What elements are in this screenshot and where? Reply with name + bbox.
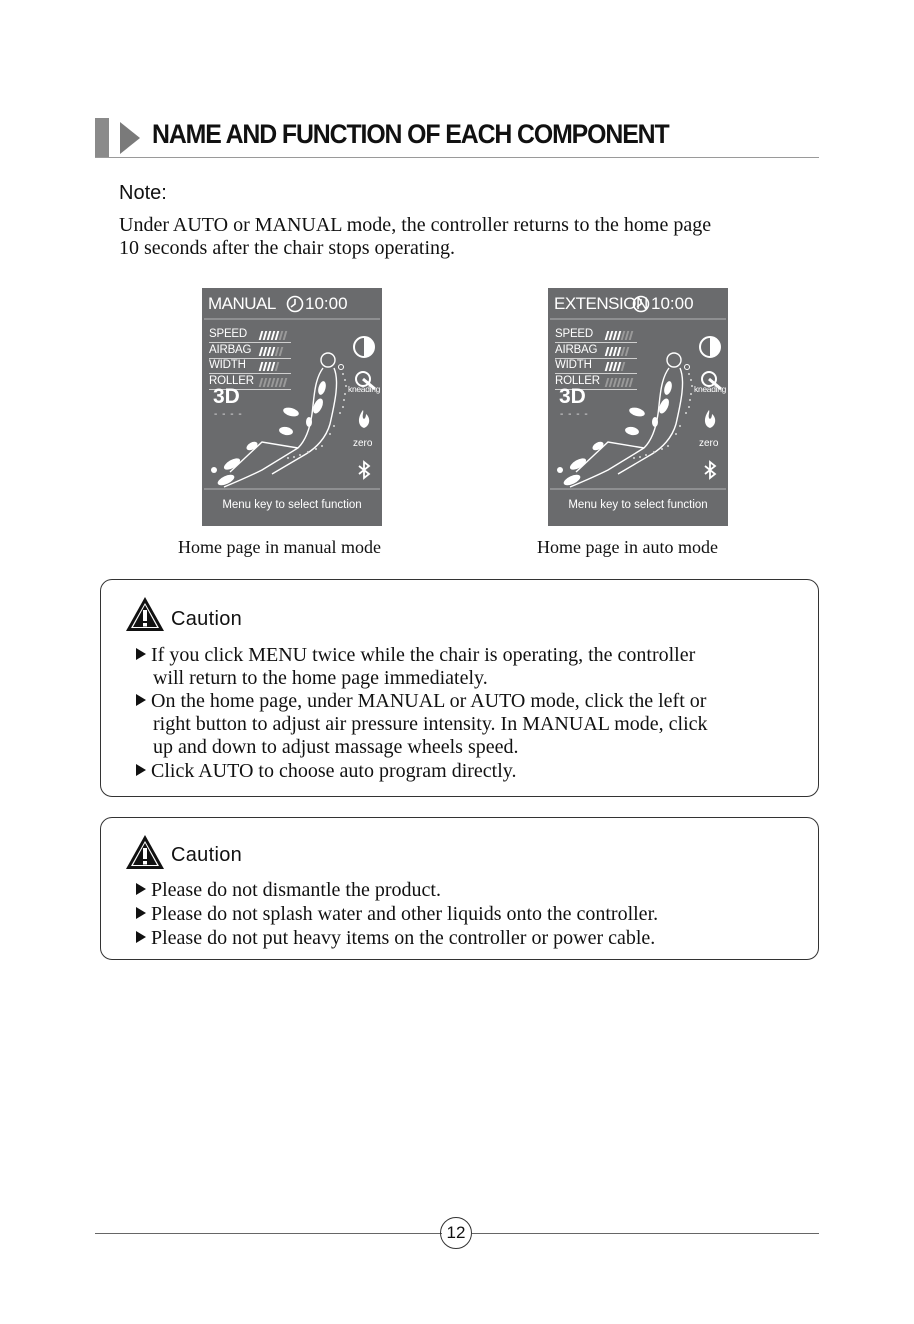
- 3d-badge: 3D: [559, 385, 586, 408]
- caution1-item-2: On the home page, under MANUAL or AUTO mode, click the left or: [136, 690, 706, 713]
- bullet-arrow-icon: [136, 764, 146, 776]
- header-arrow-icon: [120, 122, 140, 154]
- caution2-item-2: Please do not splash water and other liquids onto the controller.: [136, 903, 658, 926]
- function-icons: [694, 332, 726, 492]
- note-line-2: 10 seconds after the chair stops operating.: [119, 237, 456, 259]
- caution-label: Caution: [171, 608, 243, 630]
- clock-icon: [632, 295, 650, 313]
- setting-label-width: WIDTH: [209, 359, 246, 371]
- heat-flame-icon: [359, 410, 369, 428]
- setting-label-width: WIDTH: [555, 359, 592, 371]
- bullet-arrow-icon: [136, 883, 146, 895]
- warning-icon: [124, 595, 166, 633]
- setting-label-airbag: AIRBAG: [209, 343, 252, 356]
- caution-box-2: [100, 817, 819, 960]
- heat-flame-icon: [705, 410, 715, 428]
- 3d-dash: - - - -: [560, 409, 589, 420]
- note-text: [119, 214, 809, 260]
- bullet-arrow-icon: [136, 907, 146, 919]
- kneading-label: kneading: [348, 384, 381, 394]
- header-divider: [95, 157, 819, 158]
- screen-mode-title: EXTENSION: [554, 294, 648, 313]
- caution1-item-1: If you click MENU twice while the chair is operating, the controller: [136, 644, 695, 667]
- screen-footer-divider: [204, 488, 380, 490]
- zero-gravity-label: zero: [353, 438, 373, 449]
- caution1-item-2-cont: right button to adjust air pressure intensity. In MANUAL mode, click: [153, 713, 708, 735]
- caution-label: Caution: [171, 844, 243, 866]
- footer-rule-right: [472, 1233, 819, 1234]
- setting-label-speed: SPEED: [555, 328, 593, 340]
- caption-auto-mode: Home page in auto mode: [537, 537, 718, 557]
- bluetooth-icon: [359, 462, 369, 478]
- header-bar-decoration: [95, 118, 109, 157]
- setting-label-airbag: AIRBAG: [555, 343, 598, 356]
- screen-timer: 10:00: [305, 294, 348, 313]
- screen-mode-title: MANUAL: [208, 294, 276, 313]
- caution1-item-3: Click AUTO to choose auto program directly.: [136, 760, 516, 783]
- setting-label-roller: ROLLER: [209, 374, 254, 387]
- bullet-arrow-icon: [136, 648, 146, 660]
- section-title: NAME AND FUNCTION OF EACH COMPONENT: [152, 119, 669, 149]
- auto-home-screen: [548, 288, 728, 526]
- zero-gravity-label: zero: [699, 438, 719, 449]
- setting-label-speed: SPEED: [209, 328, 247, 340]
- screen-footer-hint: Menu key to select function: [568, 499, 708, 511]
- airbag-intensity-icon: [354, 337, 374, 357]
- caution1-item-1-cont: will return to the home page immediately.: [153, 667, 488, 689]
- bullet-arrow-icon: [136, 694, 146, 706]
- caution1-item-2-cont2: up and down to adjust massage wheels speed.: [153, 736, 519, 758]
- caption-manual-mode: Home page in manual mode: [178, 537, 381, 557]
- clock-icon: [286, 295, 304, 313]
- caution-box-1: [100, 579, 819, 797]
- note-label: Note:: [119, 182, 167, 204]
- manual-home-screen: [202, 288, 382, 526]
- kneading-label: kneading: [694, 384, 727, 394]
- screen-divider: [204, 318, 380, 320]
- 3d-dash: - - - -: [214, 409, 243, 420]
- bluetooth-icon: [705, 462, 715, 478]
- airbag-intensity-icon: [700, 337, 720, 357]
- screen-divider: [550, 318, 726, 320]
- function-icons: [348, 332, 380, 492]
- warning-icon: [124, 833, 166, 871]
- caution2-item-1: Please do not dismantle the product.: [136, 879, 441, 902]
- note-line-1: Under AUTO or MANUAL mode, the controller returns to the home page: [119, 214, 712, 236]
- screen-footer-divider: [550, 488, 726, 490]
- caution2-item-3: Please do not put heavy items on the controller or power cable.: [136, 927, 655, 950]
- screen-timer: 10:00: [651, 294, 694, 313]
- setting-label-roller: ROLLER: [555, 374, 600, 387]
- bullet-arrow-icon: [136, 931, 146, 943]
- screen-footer-hint: Menu key to select function: [222, 499, 362, 511]
- page-number: 12: [440, 1217, 472, 1249]
- footer-rule-left: [95, 1233, 442, 1234]
- 3d-badge: 3D: [213, 385, 240, 408]
